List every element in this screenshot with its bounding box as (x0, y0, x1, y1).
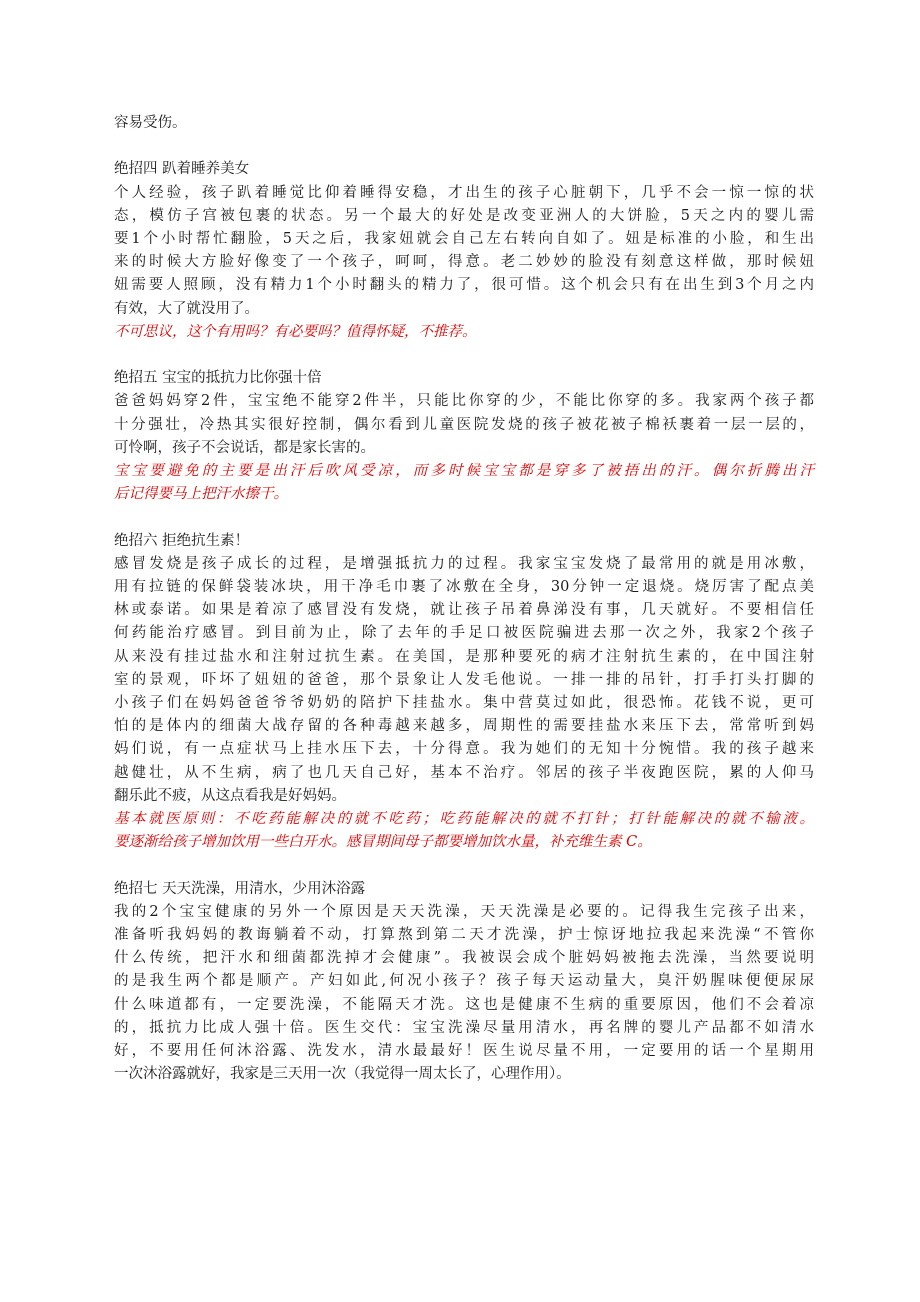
body-line: 什么传统，把汗水和细菌都洗掉才会健康”。我被误会成个脏妈妈被拖去洗澡，当然要说明 (114, 950, 814, 967)
paragraph-gap (114, 344, 814, 367)
document-page (114, 112, 814, 1086)
comment-note-line: 宝宝要避免的主要是出汗后吹风受凉，而多时候宝宝都是穿多了被捂出的汗。偶尔折腾出汗 (114, 463, 814, 480)
section-5 (114, 367, 814, 506)
section-7 (114, 878, 814, 1087)
body-line: 可怜啊，孩子不会说话，都是家长害的。 (114, 439, 375, 456)
comment-note-line: 要逐渐给孩子增加饮用一些白开水。感冒期间母子都要增加饮水量，补充维生素 C。 (114, 834, 652, 851)
body-line: 态，模仿子宫被包裹的状态。另一个最大的好处是改变亚洲人的大饼脸，5天之内的婴儿需 (114, 207, 814, 224)
section-heading: 绝招七 天天洗澡，用清水，少用沐浴露 (114, 880, 366, 897)
body-line: 准备听我妈妈的教诲躺着不动，打算熬到第二天才洗澡，护士惊讶地拉我起来洗澡“不管你 (114, 927, 814, 944)
body-line: 我的2个宝宝健康的另外一个原因是天天洗澡，天天洗澡是必要的。记得我生完孩子出来， (114, 903, 814, 920)
comment-note-line: 不可思议，这个有用吗？有必要吗？值得怀疑，不推荐。 (114, 323, 477, 340)
body-line: 的是我生两个都是顺产。产妇如此,何况小孩子？孩子每天运动量大，臭汗奶腥味便便尿尿 (114, 973, 814, 990)
body-line: 十分强壮，冷热其实很好控制，偶尔看到儿童医院发烧的孩子被花被子棉袄裹着一层一层的， (114, 416, 814, 433)
comment-note-line: 基本就医原则：不吃药能解决的就不吃药；吃药能解决的就不打针；打针能解决的就不输液。 (114, 811, 814, 828)
body-line: 妈们说，有一点症状马上挂水压下去，十分得意。我为她们的无知十分惋惜。我的孩子越来 (114, 741, 814, 758)
body-line: 室的景观，吓坏了妞妞的爸爸，那个景象让人发毛他说。一排一排的吊针，打手打头打脚的 (114, 671, 814, 688)
paragraph-gap (114, 506, 814, 529)
body-line: 怕的是体内的细菌大战存留的各种毒越来越多，周期性的需要挂盐水来压下去，常常听到妈 (114, 718, 814, 735)
body-line: 一次沐浴露就好，我家是三天用一次（我觉得一周太长了，心理作用）。 (114, 1066, 571, 1083)
body-line: 有效，大了就没用了。 (114, 300, 259, 317)
body-line: 个人经验，孩子趴着睡觉比仰着睡得安稳，才出生的孩子心脏朝下，几乎不会一惊一惊的状 (114, 184, 814, 201)
body-line: 什么味道都有，一定要洗澡，不能隔天才洗。这也是健康不生病的重要原因，他们不会着凉 (114, 996, 814, 1013)
body-line: 用有拉链的保鲜袋装冰块，用干净毛巾裹了冰敷在全身，30分钟一定退烧。烧厉害了配点美 (114, 579, 814, 596)
section-heading: 绝招五 宝宝的抵抗力比你强十倍 (114, 370, 322, 387)
body-line: 要1个小时帮忙翻脸，5天之后，我家妞就会自己左右转向自如了。妞是标准的小脸，和生出 (114, 231, 814, 247)
section-heading: 绝招四 趴着睡养美女 (114, 161, 250, 178)
body-line: 小孩子们在妈妈爸爸爷爷奶奶的陪护下挂盐水。集中营莫过如此，很恐怖。花钱不说，更可 (114, 695, 814, 712)
body-line: 越健壮，从不生病，病了也几天自己好，基本不治疗。邻居的孩子半夜跑医院，累的人仰马 (114, 764, 814, 781)
section-heading: 绝招六 拒绝抗生素！ (114, 532, 250, 549)
body-line: 翻乐此不疲，从这点看我是好妈妈。 (114, 787, 346, 804)
body-line: 从来没有挂过盐水和注射过抗生素。在美国，是那种要死的病才注射抗生素的，在中国注射 (114, 648, 814, 665)
body-line: 妞需要人照顾，没有精力1个小时翻头的精力了，很可惜。这个机会只有在出生到3个月之内 (114, 277, 814, 294)
comment-note-line: 后记得要马上把汗水擦干。 (114, 486, 288, 503)
section-4 (114, 158, 814, 344)
intro-tail-text: 容易受伤。 (114, 115, 187, 131)
body-line: 感冒发烧是孩子成长的过程，是增强抵抗力的过程。我家宝宝发烧了最常用的就是用冰敷， (114, 555, 814, 572)
body-line: 来的时候大方脸好像变了一个孩子，呵呵，得意。老二妙妙的脸没有刻意这样做，那时候妞 (114, 254, 814, 271)
paragraph-gap (114, 854, 814, 877)
section-6 (114, 530, 814, 855)
body-line: 好，不要用任何沐浴露、洗发水，清水最最好！医生说尽量不用，一定要用的话一个星期用 (114, 1043, 814, 1060)
body-line: 林或泰诺。如果是着凉了感冒没有发烧，就让孩子吊着鼻涕没有事，几天就好。不要相信任 (114, 602, 814, 619)
paragraph-gap (114, 135, 814, 158)
body-line: 的，抵抗力比成人强十倍。医生交代：宝宝洗澡尽量用清水，再名牌的婴儿产品都不如清水 (114, 1019, 814, 1036)
body-line: 爸爸妈妈穿2件，宝宝绝不能穿2件半，只能比你穿的少，不能比你穿的多。我家两个孩子都 (114, 393, 814, 410)
body-line: 何药能治疗感冒。到目前为止，除了去年的手足口被医院骗进去那一次之外，我家2个孩子 (114, 625, 814, 642)
